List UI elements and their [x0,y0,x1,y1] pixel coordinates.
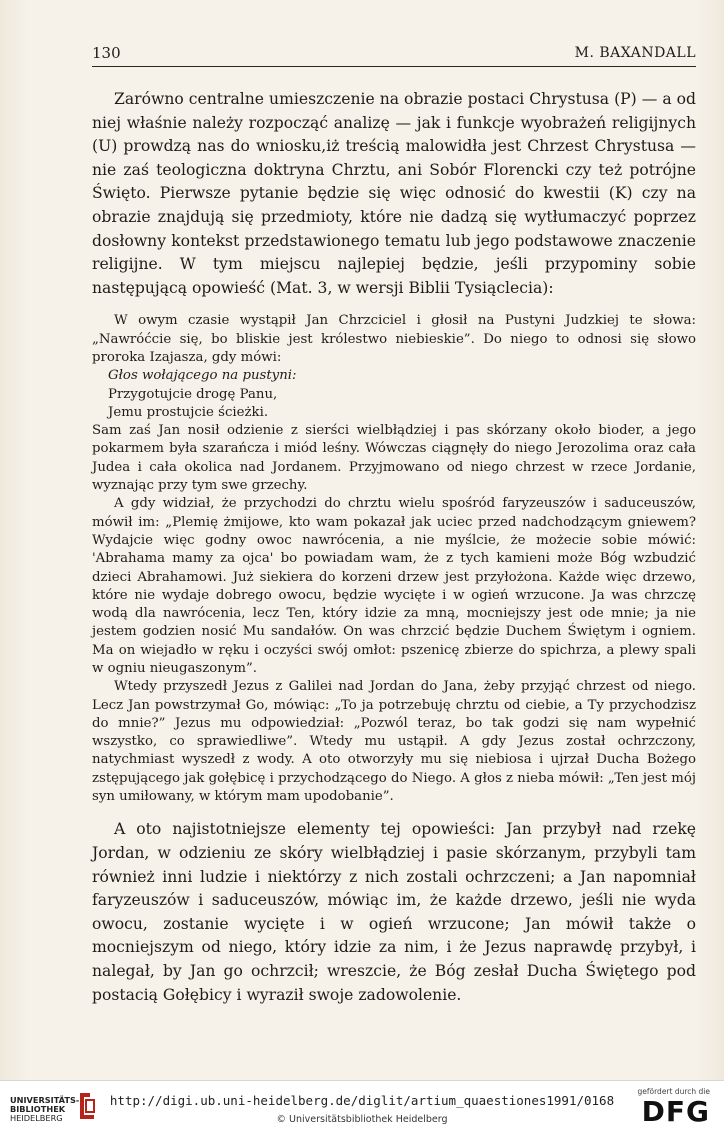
page-number: 130 [92,44,121,62]
quote-paragraph-1: W owym czasie wystąpił Jan Chrzciciel i głosił na Pustyni Judzkiej te słowa: „Nawróćcie się, bo bliskie jest królestwo niebieskie”. Do niego to odnosi się słowo proroka Izajasza, gdy mówi: [92,313,696,365]
library-name-line-3: HEIDELBERG [10,1113,63,1123]
paragraph-intro: Zarówno centralne umieszczenie na obrazie postaci Chrystusa (P) — a od niej właśnie należy rozpocząć analizę — jak i funkcje wyobrażeń religijnych (U) prowdzą nas do wniosku,iż treścią malowidła jest Chrzest Chrystusa — nie zaś teologiczna doktryna Chrztu, ani Sobór Florencki czy też potrójne Święto. Pierwsze pytanie będzie się więc odnosić do kwestii (K) czy na obrazie znajdują się przedmioty, które nie dadzą się wytłumaczyć poprzez dosłowny kontekst przedstawionego tematu lub jego podstawowe znaczenie religijne. W tym miejscu najlepiej będzie, jeśli przypominy sobie następującą opowieść (Mat. 3, w wersji Biblii Tysiąclecia): [92,90,696,297]
verse-line-2: Przygotujcie drogę Panu, [108,386,278,402]
verse-line-1: Głos wołającego na pustyni: [108,368,297,384]
copyright-notice: © Universitätsbibliothek Heidelberg [276,1114,448,1125]
running-header [92,44,696,67]
verse-block [92,367,696,422]
running-head-author: M. BAXANDALL [574,45,696,61]
quote-paragraph-3: A gdy widział, że przychodzi do chrztu wielu spośród faryzeuszów i saduceuszów, mówił im: „Plemię żmijowe, kto wam pokazał jak uciec przed nadchodzącym gniewem? Wydajcie więc godny owoc nawrócenia, a nie myślcie, że możecie sobie mówić: 'Abrahama mamy za ojca' bo powiadam wam, że z tych kamieni może Bóg wzbudzić dzieci Abrahamowi. Już siekiera do korzeni drzew jest przyłożona. Każde więc drzewo, które nie wydaje dobrego owocu, będzie wycięte i w ogień wrzucone. Ja was chrzczę wodą dla nawrócenia, lecz Ten, który idzie za mną, mocniejszy jest ode mnie; ja nie jestem godzien nosić Mu sandałów. On was chrzcić będzie Duchem Świętym i ogniem. Ma on wiejadło w ręku i oczyści swój omłot: pszenicę zbierze do spichrza, a plewy spali w ogniu nieugaszonym”. [92,496,696,676]
page-body [92,88,696,1007]
dfg-logo[interactable]: DFG [641,1095,710,1128]
digitization-footer [0,1080,724,1133]
verse-line-3: Jemu prostujcie ścieżki. [108,404,269,420]
quote-paragraph-2: Sam zaś Jan nosił odzienie z sierści wielbłądziej i pas skórzany około bioder, a jego pokarmem była szarańcza i miód leśny. Wówczas ciągnęły do niego Jerozolima oraz cała Judea i cała okolica nad Jordanem. Przyjmowano od niego chrzest w rzece Jordanie, wyznając przy tym swe grzechy. [92,423,696,494]
permalink-url[interactable]: http://digi.ub.uni-heidelberg.de/diglit/artium_quaestiones1991/0168 [109,1093,615,1108]
library-name-line-2: BIBLIOTHEK [10,1104,66,1114]
library-name-line-1: UNIVERSITÄTS- [10,1095,80,1105]
dfg-funding-note: gefördert durch die [637,1087,710,1096]
quote-paragraph-4: Wtedy przyszedł Jezus z Galilei nad Jordan do Jana, żeby przyjąć chrzest od niego. Lecz Jan powstrzymał Go, mówiąc: „To ja potrzebuję chrztu od ciebie, a Ty przychodzisz do mnie?” Jezus mu odpowiedział: „Pozwól teraz, bo tak godzi się nam wypełnić wszystko, co sprawiedliwe”. Wtedy mu ustąpił. A gdy Jezus został ochrzczony, natychmiast wyszedł z wody. A oto otworzyły mu się niebiosa i ujrzał Ducha Bożego zstępującego jak gołębicę i przychodzącego do Niego. A głos z nieba mówił: „Ten jest mój syn umiłowany, w którym mam upodobanie”. [92,679,696,805]
paragraph-summary: A oto najistotniejsze elementy tej opowieści: Jan przybył nad rzekę Jordan, w odzieniu ze skóry wielbłądziej i pasie skórzanym, przybyli tam również inni ludzie i niektórzy z nich zostali ochrzczeni; a Jan napomniał faryzeuszów i saduceuszów, mówiąc im, że każde drzewo, jeśli nie wyda owocu, zostanie wycięte i w ogień wrzucone; Jan mówił także o mocniejszym od niego, który idzie za nim, i że Jezus naprawdę przybył, i nalegał, by Jan go ochrzcił; wreszcie, że Bóg zesłał Ducha Świętego pod postacią Gołębicy i wyraził swoje zadowolenie. [92,820,696,1004]
